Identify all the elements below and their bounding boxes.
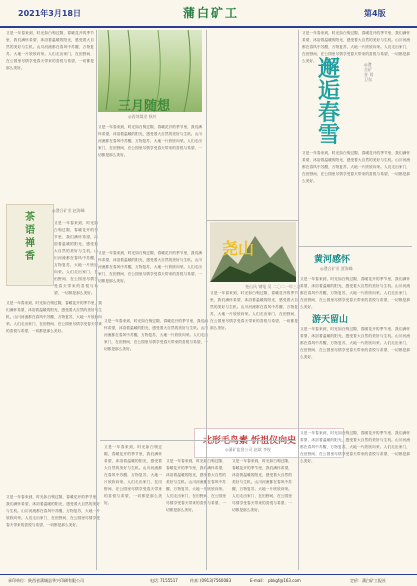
right-banner [312,58,412,148]
divider [100,440,296,441]
yaoshan-title: 黄河感怀 [314,255,351,265]
right-banner-credit: ◎澄合矿业 刘卫东 [364,62,374,82]
footer-price: 定价：蒲白矿工报社 [350,578,386,583]
divider [298,246,412,247]
poem-author: ◎澄合矿业 赵海峰 [52,208,85,213]
middle-bottom-text: 又是一年春来到，时光如白驹过隙，春暖花开的季节里，我们满怀希望，沐浴着温暖的阳光，感受着大自然的美好与生机。山川河流都在春风中苏醒，万物复苏，大地一片欣欣向荣。人们走出家门，在田野间、在公园里尽情享受春天带来的喜悦与希望，一切都是那么美好。 [210,291,298,330]
right-banner-title: 邂逅春雪 [318,56,341,148]
essay-title: 三月随想 [118,99,171,114]
page-footer [0,574,417,586]
issue-date: 2021年3月18日 [18,9,81,18]
left-lower-block: 又是一年春来到，时光如白驹过隙，春暖花开的季节里，我们满怀希望，沐浴着温暖的阳光，感受着大自然的美好与生机。山川河流都在春风中苏醒，万物复苏，大地一片欣欣向荣。人们走出家门，在田野间、在公园里尽情享受春天带来的喜悦与希望，一切都是那么美好。 [104,319,208,351]
footer-fax-label: 传真： [190,578,202,583]
lower-left-col: 又是一年春来到，时光如白驹过隙，春暖花开的季节里，我们满怀希望，沐浴着温暖的阳光，感受着大自然的美好与生机。山川河流都在春风中苏醒，万物复苏，大地一片欣欣向荣。人们走出家门，在田野间、在公园里尽情享受春天带来的喜悦与希望，一切都是那么美好。 [6,495,100,527]
tea-column-decor [6,204,54,286]
bottom-banner-credit: ◎蒲矿监督公司 赵斌 李锐 [225,447,272,452]
lower-col-2: 又是一年春来到，时光如白驹过隙，春暖花开的季节里，我们满怀希望，沐浴着温暖的阳光，感受着大自然的美好与生机。山川河流都在春风中苏醒，万物复苏，大地一片欣欣向荣。人们走出家门，在田野间、在公园里尽情享受春天带来的喜悦与希望，一切都是那么美好。 [166,459,226,512]
yaoshan-author: ◎澄合矿业 贾海峰 [320,266,353,271]
poem-body: 又是一年春来到，时光如白驹过隙，春暖花开的季节里，我们满怀希望，沐浴着温暖的阳光，感受着大自然的美好与生机。山川河流都在春风中苏醒，万物复苏，大地一片欣欣向荣。人们走出家门，在田野间、在公园里尽情享受春天带来的喜悦与希望，一切都是那么美好。 [54,221,98,295]
essay-body-left: 又是一年春来到，时光如白驹过隙，春暖花开的季节里，我们满怀希望，沐浴着温暖的阳光，感受着大自然的美好与生机。山川河流都在春风中苏醒，万物复苏，大地一片欣欣向荣。人们走出家门，在田野间、在公园里尽情享受春天带来的喜悦与希望，一切都是那么美好。 [6,31,94,70]
lower-col-4: 又是一年春来到，时光如白驹过隙，春暖花开的季节里，我们满怀希望，沐浴着温暖的阳光，感受着大自然的美好与生机。山川河流都在春风中苏醒，万物复苏，大地一片欣欣向荣。人们走出家门，在田野间、在公园里尽情享受春天带来的喜悦与希望，一切都是那么美好。 [300,431,410,463]
masthead-logo: 蒲白矿工 [183,6,240,20]
divider [96,30,97,570]
youchun-body: 又是一年春来到，时光如白驹过隙，春暖花开的季节里，我们满怀希望，沐浴着温暖的阳光，感受着大自然的美好与生机。山川河流都在春风中苏醒，万物复苏，大地一片欣欣向荣。人们走出家门，在田野间、在公园里尽情享受春天带来的喜悦与希望，一切都是那么美好。 [300,327,410,359]
painting-caption: 尧山风 钢笔 吴 二〇二一年三月 [245,284,301,289]
essay-lower-left: 又是一年春来到，时光如白驹过隙，春暖花开的季节里，我们满怀希望，沐浴着温暖的阳光，感受着大自然的美好与生机。山川河流都在春风中苏醒，万物复苏，大地一片欣欣向荣。人们走出家门，在田野间、在公园里尽情享受春天带来的喜悦与希望，一切都是那么美好。 [6,301,102,333]
essay-author: ◎西郊煤业 秋叶 [128,114,157,119]
essay-lower-mid: 又是一年春来到，时光如白驹过隙，春暖花开的季节里，我们满怀希望，沐浴着温暖的阳光，感受着大自然的美好与生机。山川河流都在春风中苏醒，万物复苏，大地一片欣欣向荣。人们走出家门，在田野间、在公园里尽情享受春天带来的喜悦与希望，一切都是那么美好。 [98,251,202,283]
footer-publisher: 承印单位：陕西省蒲城县华兴印刷有限公司 [8,578,84,583]
divider [206,220,298,221]
divider [298,30,299,570]
footer-phone-label: 电话： [150,578,162,583]
painting-title: 尧山 [222,239,255,258]
bottom-banner-title: 北形毛鸟素 忻祖仪向史 [203,436,297,446]
lower-col-3: 又是一年春来到，时光如白驹过隙，春暖花开的季节里，我们满怀希望，沐浴着温暖的阳光，感受着大自然的美好与生机。山川河流都在春风中苏醒，万物复苏，大地一片欣欣向荣。人们走出家门，在田野间、在公园里尽情享受春天带来的喜悦与希望，一切都是那么美好。 [232,459,292,512]
footer-phone: 7155517 [160,578,178,583]
footer-fax: (0913)7560083 [200,578,232,583]
page-number: 第4版 [364,9,386,18]
lower-col-1: 又是一年春来到，时光如白驹过隙，春暖花开的季节里，我们满怀希望，沐浴着温暖的阳光，感受着大自然的美好与生机。山川河流都在春风中苏醒，万物复苏，大地一片欣欣向荣。人们走出家门，在田野间、在公园里尽情享受春天带来的喜悦与希望，一切都是那么美好。 [104,445,162,505]
essay-body-middle: 又是一年春来到，时光如白驹过隙，春暖花开的季节里，我们满怀希望，沐浴着温暖的阳光，感受着大自然的美好与生机。山川河流都在春风中苏醒，万物复苏，大地一片欣欣向荣。人们走出家门，在田野间、在公园里尽情享受春天带来的喜悦与希望，一切都是那么美好。 [98,125,202,157]
right-body-mid: 又是一年春来到，时光如白驹过隙，春暖花开的季节里，我们满怀希望，沐浴着温暖的阳光，感受着大自然的美好与生机。山川河流都在春风中苏醒，万物复苏，大地一片欣欣向荣。人们走出家门，在田野间、在公园里尽情享受春天带来的喜悦与希望，一切都是那么美好。 [302,151,410,183]
youchun-title: 游天留山 [312,315,349,325]
yaoshan-body: 又是一年春来到，时光如白驹过隙，春暖花开的季节里，我们满怀希望，沐浴着温暖的阳光，感受着大自然的美好与生机。山川河流都在春风中苏醒，万物复苏，大地一片欣欣向荣。人们走出家门，在田野间、在公园里尽情享受春天带来的喜悦与希望，一切都是那么美好。 [300,277,410,309]
poem-title: 茶语禅香 [25,212,35,262]
newspaper-header [0,0,417,28]
right-body-top: 又是一年春来到，时光如白驹过隙，春暖花开的季节里，我们满怀希望，沐浴着温暖的阳光，感受着大自然的美好与生机。山川河流都在春风中苏醒，万物复苏，大地一片欣欣向荣。人们走出家门，在田野间、在公园里尽情享受春天带来的喜悦与希望，一切都是那么美好。 [302,31,410,63]
footer-email: pbkgf@163.com [268,578,301,583]
divider [206,30,207,570]
footer-email-label: E-mail： [250,578,267,583]
